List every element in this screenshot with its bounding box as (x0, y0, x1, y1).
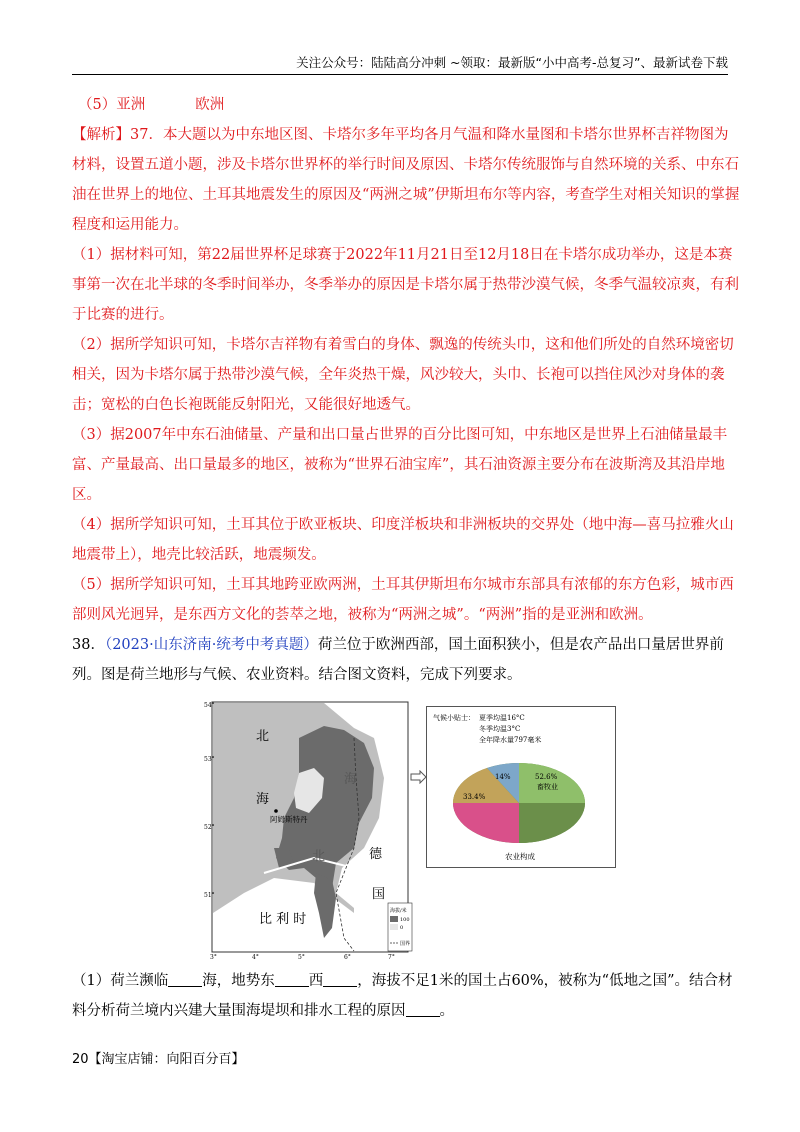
lon-label: 5° (298, 954, 305, 960)
north-sea-label: 海 (256, 792, 270, 807)
netherlands-map (204, 698, 414, 960)
analysis-intro: 【解析】37．本大题以为中东地区图、卡塔尔多年平均各月气温和降水量图和卡塔尔世界杯吉祥物图为材料，设置五道小题，涉及卡塔尔世界杯的举行时间及原因、卡塔尔传统服饰与自然环境的关系、中东石油在世界上的地位、土耳其地震发生的原因及“两洲之城”伊斯坦布尔等内容，考查学生对相关知识的掌握程度和运用能力。 (72, 127, 740, 233)
answer-blank[interactable] (168, 970, 202, 987)
analysis-part-5: （5）据所学知识可知，土耳其地跨亚欧两洲，土耳其伊斯坦布尔城市东部具有浓郁的东方色彩，城市西部则风光迥异，是东西方文化的荟萃之地，被称为“两洲之城”。“两洲”指的是亚洲和欧洲。 (72, 577, 734, 623)
legend-border: 国界 (400, 941, 411, 947)
question-text: 荷兰位于欧洲西部，国土面积狭小，但是农产品出口量居世界前列。图是荷兰地形与气候、农业资料。结合图文资料，完成下列要求。 (72, 637, 724, 683)
answer-blank[interactable] (406, 1000, 440, 1017)
sea-char-label: 北 (312, 849, 326, 864)
question-number: 38． (72, 637, 105, 653)
pct-label: 14% (495, 773, 511, 781)
page-header (72, 54, 728, 75)
lat-label: 53° (204, 756, 215, 763)
pie-caption: 农业构成 (505, 852, 535, 861)
germany-label: 国 (372, 887, 386, 902)
climate-title: 气候小贴士： (433, 714, 475, 722)
analysis-tag: 【解析】 (72, 127, 130, 143)
legend-title: 海拔/米 (390, 908, 407, 914)
analysis-part-2: （2）据所学知识可知，卡塔尔吉祥物有着雪白的身体、飘逸的传统头巾，这和他们所处的自然环境密切相关，因为卡塔尔属于热带沙漠气候，全年炎热干燥，风沙较大，头巾、长袍可以挡住风沙对身体的袭击；宽松的白色长袍既能反射阳光，又能很好地透气。 (72, 337, 734, 413)
question-part-1: （1）荷兰濒临 海，地势东 西 ，海拔不足1米的国土占60%，被称为“低地之国”。结合材料分析荷兰境内兴建大量围海堤坝和排水工程的原因 。 (72, 966, 740, 1026)
climate-panel (426, 706, 616, 868)
north-sea-label: 北 (256, 729, 270, 744)
climate-rain: 全年降水量797毫米 (479, 736, 542, 744)
lat-label: 51° (204, 892, 215, 899)
question-source: （2023·山东济南·统考中考真题） (104, 637, 318, 653)
lat-label: 52° (204, 824, 215, 831)
header-text: 关注公众号：陆陆高分冲刺 ~领取：最新版“小中高考-总复习”、最新试卷下载 (296, 55, 728, 70)
pie-slice-livestock (519, 803, 585, 843)
analysis-part-4: （4）据所学知识可知，土耳其位于欧亚板块、印度洋板块和非洲板块的交界处（地中海—喜马拉雅火山地震带上），地壳比较活跃，地震频发。 (72, 517, 734, 563)
answer-5: （5）亚洲 欧洲 (78, 97, 225, 113)
pct-label-name: 畜牧业 (537, 783, 558, 791)
pie-slice-horticulture (453, 803, 519, 843)
legend-100: 100 (400, 917, 410, 923)
lon-label: 3° (210, 954, 217, 960)
answer-blank[interactable] (323, 970, 357, 987)
lon-label: 7° (388, 954, 395, 960)
belgium-label: 比 利 时 (259, 912, 307, 927)
city-label: 阿姆斯特丹 (270, 815, 308, 824)
pct-label: 33.4% (463, 793, 486, 801)
legend-0: 0 (400, 925, 404, 931)
germany-label: 德 (369, 847, 383, 862)
figure-netherlands (204, 698, 662, 960)
analysis-part-1: （1）据材料可知，第22届世界杯足球赛于2022年11月21日至12月18日在卡塔尔成功举办，这是本赛事第一次在北半球的冬季时间举办，冬季举办的原因是卡塔尔属于热带沙漠气候，冬季气温较凉爽，有利于比赛的进行。 (72, 247, 739, 323)
question-38 (72, 630, 740, 690)
page-number: 20 (72, 1052, 89, 1067)
climate-summer: 夏季均温16°C (479, 714, 525, 722)
pct-label: 52.6% (535, 773, 558, 781)
document-body (72, 90, 740, 1026)
lat-label: 54° (204, 702, 215, 709)
lon-label: 4° (252, 954, 259, 960)
climate-winter: 冬季均温3°C (479, 725, 521, 733)
lon-label: 6° (344, 954, 351, 960)
analysis-part-3: （3）据2007年中东石油储量、产量和出口量占世界的百分比图可知，中东地区是世界上石油储量最丰富、产量最高、出口量最多的地区，被称为“世界石油宝库”，其石油资源主要分布在波斯湾及其沿岸地区。 (72, 427, 728, 503)
sea-char-label: 海 (344, 772, 358, 787)
answer-blank[interactable] (275, 970, 309, 987)
shop-label: 【淘宝店铺：向阳百分百】 (88, 1052, 245, 1067)
agriculture-pie-chart (427, 707, 615, 867)
page-footer (72, 1048, 245, 1067)
